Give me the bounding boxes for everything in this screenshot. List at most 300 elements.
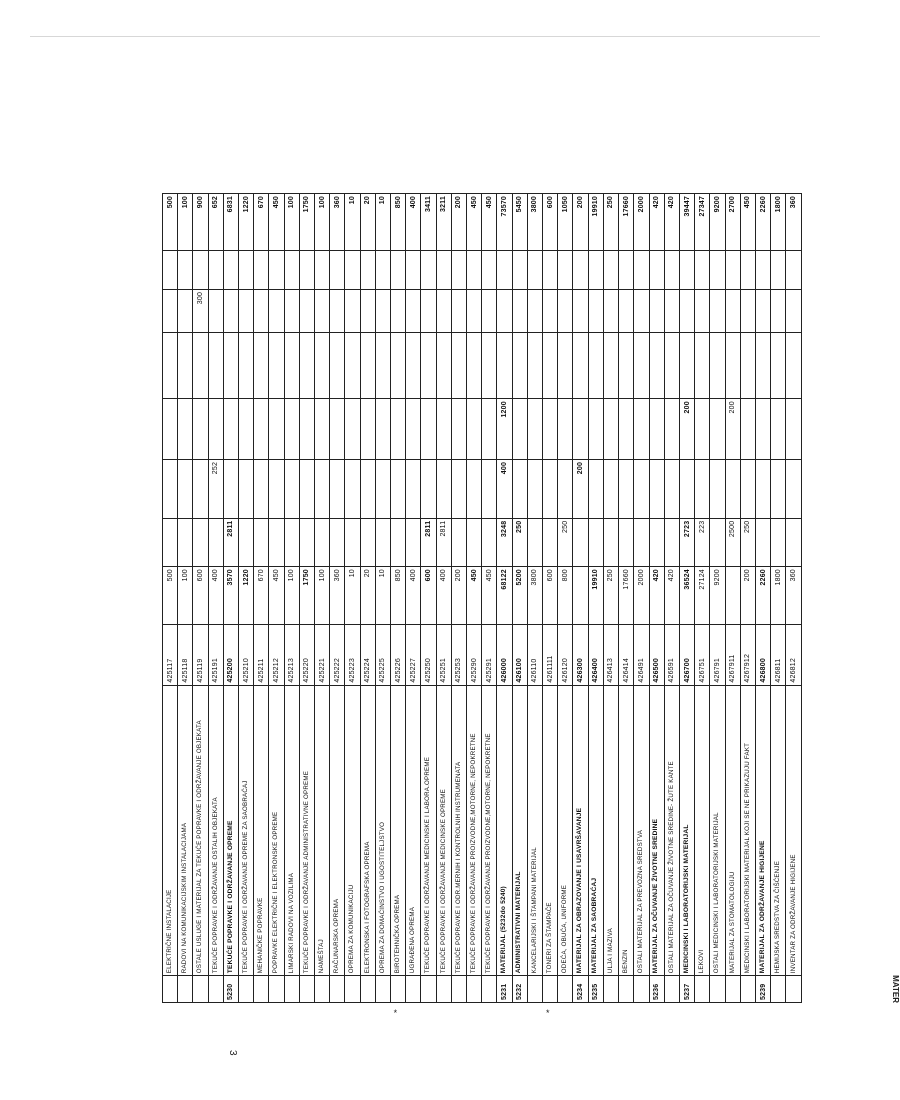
row-description: TEKUĆE POPRAVKE I ODRŽAVANJE OPREME xyxy=(223,685,238,976)
row-value-col6 xyxy=(269,289,284,332)
row-value-col3 xyxy=(603,459,618,518)
row-total: 10 xyxy=(375,194,390,251)
row-value-col1: 500 xyxy=(163,567,178,625)
row-value-col4 xyxy=(406,399,421,460)
row-empty-cell xyxy=(391,250,406,289)
row-empty-cell xyxy=(543,250,558,289)
row-value-col4 xyxy=(299,399,314,460)
row-value-col6 xyxy=(588,289,603,332)
row-value-col1: 360 xyxy=(786,567,802,625)
row-value-col1: 36524 xyxy=(679,567,694,625)
row-code xyxy=(421,976,436,1003)
row-code xyxy=(786,976,802,1003)
row-value-col5 xyxy=(740,333,755,399)
row-description: ULJA I MAZIVA xyxy=(603,685,618,976)
row-value-col6 xyxy=(315,289,330,332)
row-value-col3 xyxy=(436,459,451,518)
row-value-col5 xyxy=(315,333,330,399)
page-number: 3 xyxy=(227,1050,238,1056)
row-value-col4 xyxy=(208,399,223,460)
row-description: OSTALE USLUGE I MATERIJAL ZA TEKUĆE POPRAVKE I ODRŽAVANJE OBJEKATA xyxy=(193,685,208,976)
row-value-col5 xyxy=(588,333,603,399)
table-row xyxy=(649,194,664,1003)
row-value-col4 xyxy=(315,399,330,460)
row-total: 9200 xyxy=(710,194,725,251)
row-description: TEKUĆE POPRAVKE I ODRŽAVANJE PROIZVODNE,MOTORNE, NEPOKRETNE xyxy=(482,685,497,976)
row-total: 10 xyxy=(345,194,360,251)
row-total: 3211 xyxy=(436,194,451,251)
row-konto: 426413 xyxy=(603,624,618,685)
row-value-col1: 9200 xyxy=(710,567,725,625)
row-total: 420 xyxy=(664,194,679,251)
row-value-col3 xyxy=(558,459,573,518)
row-value-col5 xyxy=(284,333,299,399)
row-code xyxy=(543,976,558,1003)
row-code xyxy=(619,976,634,1003)
row-value-col2 xyxy=(330,518,345,566)
row-total: 200 xyxy=(573,194,588,251)
row-value-col3 xyxy=(725,459,740,518)
row-value-col3 xyxy=(482,459,497,518)
table-row xyxy=(786,194,802,1003)
table-row xyxy=(193,194,208,1003)
row-total: 450 xyxy=(482,194,497,251)
row-value-col4 xyxy=(421,399,436,460)
row-value-col3 xyxy=(679,459,694,518)
row-konto: 426120 xyxy=(558,624,573,685)
table-row xyxy=(451,194,466,1003)
row-value-col5 xyxy=(679,333,694,399)
row-code xyxy=(330,976,345,1003)
row-value-col2 xyxy=(208,518,223,566)
row-value-col1: 850 xyxy=(391,567,406,625)
row-value-col2 xyxy=(664,518,679,566)
table-row xyxy=(771,194,786,1003)
row-value-col1: 10 xyxy=(345,567,360,625)
row-value-col4 xyxy=(786,399,802,460)
row-value-col1: 800 xyxy=(558,567,573,625)
row-empty-cell xyxy=(269,250,284,289)
row-value-col4 xyxy=(664,399,679,460)
row-value-col4 xyxy=(558,399,573,460)
row-value-col4 xyxy=(740,399,755,460)
table-row xyxy=(436,194,451,1003)
row-value-col5 xyxy=(786,333,802,399)
row-empty-cell xyxy=(254,250,269,289)
row-value-col1: 600 xyxy=(193,567,208,625)
row-value-col4 xyxy=(375,399,390,460)
row-description: MATERIJAL ZA SAOBRAĆAJ xyxy=(588,685,603,976)
row-value-col3 xyxy=(391,459,406,518)
row-value-col2 xyxy=(269,518,284,566)
row-konto: 426751 xyxy=(695,624,710,685)
row-value-col1: 200 xyxy=(740,567,755,625)
row-value-col4 xyxy=(163,399,178,460)
row-value-col6 xyxy=(497,289,512,332)
row-konto: 425225 xyxy=(375,624,390,685)
row-description: LEKOVI xyxy=(695,685,710,976)
row-empty-cell xyxy=(527,250,542,289)
table-row xyxy=(284,194,299,1003)
row-konto: 426414 xyxy=(619,624,634,685)
table-row xyxy=(315,194,330,1003)
row-value-col1: 450 xyxy=(482,567,497,625)
row-value-col6 xyxy=(543,289,558,332)
row-value-col6 xyxy=(375,289,390,332)
row-description: RADOVI NA KOMUNIKACIJSKIM INSTALACIJAMA xyxy=(178,685,193,976)
row-code: 5234 xyxy=(573,976,588,1003)
table-row xyxy=(755,194,770,1003)
row-value-col5 xyxy=(178,333,193,399)
row-value-col5 xyxy=(391,333,406,399)
row-value-col4 xyxy=(451,399,466,460)
table-row xyxy=(497,194,512,1003)
table-row xyxy=(558,194,573,1003)
row-value-col4 xyxy=(755,399,770,460)
row-description: OPREMA ZA KOMUNIKACIJU xyxy=(345,685,360,976)
row-code xyxy=(482,976,497,1003)
row-value-col4 xyxy=(254,399,269,460)
row-total: 100 xyxy=(178,194,193,251)
row-value-col5 xyxy=(330,333,345,399)
row-value-col3: 400 xyxy=(497,459,512,518)
row-value-col4 xyxy=(588,399,603,460)
row-value-col1: 100 xyxy=(284,567,299,625)
row-value-col5 xyxy=(543,333,558,399)
row-value-col3 xyxy=(543,459,558,518)
row-total: 600 xyxy=(543,194,558,251)
row-value-col6 xyxy=(330,289,345,332)
row-total: 6831 xyxy=(223,194,238,251)
table-row xyxy=(695,194,710,1003)
row-code xyxy=(299,976,314,1003)
row-total: 27347 xyxy=(695,194,710,251)
row-code xyxy=(725,976,740,1003)
row-value-col4 xyxy=(695,399,710,460)
row-description: OPREMA ZA DOMAĆINSTVO I UGOSTITELJSTVO xyxy=(375,685,390,976)
row-code xyxy=(634,976,649,1003)
row-value-col2: 3248 xyxy=(497,518,512,566)
budget-table xyxy=(162,193,802,1003)
row-value-col2 xyxy=(360,518,375,566)
row-empty-cell xyxy=(178,250,193,289)
row-description: OSTALI MATERIJAL ZA PREVOZNA SREDSTVA xyxy=(634,685,649,976)
row-value-col2 xyxy=(451,518,466,566)
table-row xyxy=(634,194,649,1003)
row-konto: 426000 xyxy=(497,624,512,685)
row-value-col6 xyxy=(710,289,725,332)
row-value-col4 xyxy=(360,399,375,460)
row-value-col4 xyxy=(512,399,527,460)
table-row xyxy=(163,194,178,1003)
row-value-col6 xyxy=(345,289,360,332)
row-konto: 426812 xyxy=(786,624,802,685)
row-value-col5 xyxy=(406,333,421,399)
row-value-col3 xyxy=(239,459,254,518)
row-konto: 425211 xyxy=(254,624,269,685)
row-value-col3 xyxy=(223,459,238,518)
row-empty-cell xyxy=(619,250,634,289)
row-value-col2 xyxy=(603,518,618,566)
row-value-col5 xyxy=(239,333,254,399)
row-value-col6 xyxy=(679,289,694,332)
row-value-col4: 200 xyxy=(725,399,740,460)
row-value-col4: 1200 xyxy=(497,399,512,460)
row-empty-cell xyxy=(634,250,649,289)
table-row xyxy=(740,194,755,1003)
row-value-col3 xyxy=(710,459,725,518)
table-row xyxy=(360,194,375,1003)
table-row xyxy=(239,194,254,1003)
row-value-col2 xyxy=(755,518,770,566)
row-value-col6 xyxy=(771,289,786,332)
row-code: 5235 xyxy=(588,976,603,1003)
row-description: ELEKTRIČNE INSTALACIJE xyxy=(163,685,178,976)
row-value-col6 xyxy=(527,289,542,332)
row-description: HEMIJSKA SREDSTVA ZA ČIŠĆENJE xyxy=(771,685,786,976)
row-value-col3 xyxy=(284,459,299,518)
row-empty-cell xyxy=(208,250,223,289)
table-row xyxy=(269,194,284,1003)
row-value-col1: 450 xyxy=(269,567,284,625)
row-value-col5 xyxy=(163,333,178,399)
row-value-col3 xyxy=(467,459,482,518)
row-total: 250 xyxy=(603,194,618,251)
row-konto: 426100 xyxy=(512,624,527,685)
row-konto: 425212 xyxy=(269,624,284,685)
row-value-col6 xyxy=(421,289,436,332)
row-description: TEKUĆE POPRAVKE I ODRŽAVANJE ADMINISTRATIVNE OPREME xyxy=(299,685,314,976)
row-value-col1: 200 xyxy=(451,567,466,625)
row-code xyxy=(391,976,406,1003)
row-value-col3 xyxy=(163,459,178,518)
row-value-col5 xyxy=(223,333,238,399)
row-empty-cell xyxy=(771,250,786,289)
row-value-col1: 68122 xyxy=(497,567,512,625)
row-value-col6 xyxy=(558,289,573,332)
row-value-col6 xyxy=(573,289,588,332)
row-value-col1: 420 xyxy=(649,567,664,625)
row-value-col1: 3570 xyxy=(223,567,238,625)
row-value-col1: 1750 xyxy=(299,567,314,625)
row-value-col6 xyxy=(619,289,634,332)
row-code xyxy=(269,976,284,1003)
row-value-col3 xyxy=(330,459,345,518)
row-code xyxy=(239,976,254,1003)
row-value-col6 xyxy=(451,289,466,332)
row-value-col4 xyxy=(223,399,238,460)
row-value-col2: 250 xyxy=(558,518,573,566)
row-value-col2: 2723 xyxy=(679,518,694,566)
row-value-col1 xyxy=(725,567,740,625)
row-empty-cell xyxy=(193,250,208,289)
row-code xyxy=(193,976,208,1003)
row-empty-cell xyxy=(375,250,390,289)
table-row xyxy=(406,194,421,1003)
row-description: TEKUĆE POPRAVKE I ODRŽAVANJE MEDICINSKE I LABORA.OPREME xyxy=(421,685,436,976)
row-empty-cell xyxy=(664,250,679,289)
row-value-col4 xyxy=(467,399,482,460)
row-konto: 425222 xyxy=(330,624,345,685)
row-empty-cell xyxy=(588,250,603,289)
row-konto: 425200 xyxy=(223,624,238,685)
row-description: NAMEŠTAJ xyxy=(315,685,330,976)
table-row xyxy=(619,194,634,1003)
row-value-col4 xyxy=(603,399,618,460)
row-value-col1: 400 xyxy=(208,567,223,625)
row-value-col5 xyxy=(649,333,664,399)
row-code: 5231 xyxy=(497,976,512,1003)
row-value-col2: 250 xyxy=(740,518,755,566)
row-value-col3 xyxy=(695,459,710,518)
row-value-col5 xyxy=(527,333,542,399)
row-value-col1: 2000 xyxy=(634,567,649,625)
table-row xyxy=(725,194,740,1003)
row-empty-cell xyxy=(497,250,512,289)
row-total: 1220 xyxy=(239,194,254,251)
row-value-col6 xyxy=(391,289,406,332)
row-value-col4 xyxy=(330,399,345,460)
row-konto: 426110 xyxy=(527,624,542,685)
row-total: 3800 xyxy=(527,194,542,251)
rotated-budget-table xyxy=(162,193,802,1003)
row-konto: 426811 xyxy=(771,624,786,685)
row-code xyxy=(740,976,755,1003)
row-value-col2: 250 xyxy=(512,518,527,566)
row-value-col6 xyxy=(163,289,178,332)
row-code: 5232 xyxy=(512,976,527,1003)
row-total: 2700 xyxy=(725,194,740,251)
table-row xyxy=(679,194,694,1003)
row-total: 400 xyxy=(406,194,421,251)
row-value-col2 xyxy=(299,518,314,566)
row-code xyxy=(375,976,390,1003)
row-empty-cell xyxy=(284,250,299,289)
row-value-col6 xyxy=(603,289,618,332)
row-empty-cell xyxy=(330,250,345,289)
row-value-col1: 450 xyxy=(467,567,482,625)
row-total: 1800 xyxy=(771,194,786,251)
row-value-col1: 1800 xyxy=(771,567,786,625)
row-value-col6 xyxy=(695,289,710,332)
row-description: MATERIJAL ZA OČUVANJE ŽIVOTNE SREDINE xyxy=(649,685,664,976)
row-value-col1: 400 xyxy=(406,567,421,625)
row-value-col5 xyxy=(451,333,466,399)
row-code: 5239 xyxy=(755,976,770,1003)
row-total: 2000 xyxy=(634,194,649,251)
row-value-col5 xyxy=(360,333,375,399)
row-value-col2 xyxy=(284,518,299,566)
row-description: LIMARSKI RADOVI NA VOZILIMA xyxy=(284,685,299,976)
row-empty-cell xyxy=(315,250,330,289)
row-code xyxy=(208,976,223,1003)
row-value-col1: 420 xyxy=(664,567,679,625)
row-code xyxy=(360,976,375,1003)
row-code xyxy=(558,976,573,1003)
row-value-col1: 250 xyxy=(603,567,618,625)
row-total: 39447 xyxy=(679,194,694,251)
row-empty-cell xyxy=(239,250,254,289)
row-value-col5 xyxy=(619,333,634,399)
row-value-col3 xyxy=(755,459,770,518)
row-value-col5 xyxy=(710,333,725,399)
row-value-col2 xyxy=(786,518,802,566)
row-value-col6 xyxy=(467,289,482,332)
row-value-col5 xyxy=(193,333,208,399)
row-code xyxy=(254,976,269,1003)
row-value-col4 xyxy=(482,399,497,460)
row-konto: 425226 xyxy=(391,624,406,685)
row-value-col3 xyxy=(193,459,208,518)
row-description: ADMINISTRATIVNI MATERIJAL xyxy=(512,685,527,976)
table-row xyxy=(527,194,542,1003)
row-konto: 425253 xyxy=(451,624,466,685)
row-description: OSTALI MATERIJAL ZA OČUVANJE ŽIVOTNE SREDINE- ŽUTE KANTE xyxy=(664,685,679,976)
row-total: 360 xyxy=(786,194,802,251)
row-description: MEHANIČKE POPRAVKE xyxy=(254,685,269,976)
table-row xyxy=(543,194,558,1003)
row-description: BENZIN xyxy=(619,685,634,976)
row-konto: 426700 xyxy=(679,624,694,685)
row-konto: 426800 xyxy=(755,624,770,685)
row-value-col1: 360 xyxy=(330,567,345,625)
row-value-col4 xyxy=(345,399,360,460)
row-value-col1: 27124 xyxy=(695,567,710,625)
row-total: 1750 xyxy=(299,194,314,251)
row-total: 652 xyxy=(208,194,223,251)
row-value-col4 xyxy=(543,399,558,460)
row-value-col3 xyxy=(588,459,603,518)
row-konto: 425117 xyxy=(163,624,178,685)
row-description: TEKUĆE POPRAVKE I ODRŽAVANJE PROIZVODNE,MOTORNE, NEPOKRETNE xyxy=(467,685,482,976)
row-konto: 426500 xyxy=(649,624,664,685)
row-value-col1: 3800 xyxy=(527,567,542,625)
row-value-col2 xyxy=(163,518,178,566)
row-empty-cell xyxy=(360,250,375,289)
row-value-col6: 300 xyxy=(193,289,208,332)
row-value-col4 xyxy=(269,399,284,460)
row-value-col2: 223 xyxy=(695,518,710,566)
row-empty-cell xyxy=(740,250,755,289)
row-empty-cell xyxy=(603,250,618,289)
row-value-col3 xyxy=(178,459,193,518)
row-empty-cell xyxy=(710,250,725,289)
row-description: BIROTEHNIČKA OPREMA xyxy=(391,685,406,976)
table-row xyxy=(603,194,618,1003)
row-value-col5 xyxy=(375,333,390,399)
row-value-col2 xyxy=(771,518,786,566)
row-konto: 4267911 xyxy=(725,624,740,685)
row-konto: 426791 xyxy=(710,624,725,685)
row-value-col4 xyxy=(710,399,725,460)
row-description: TEKUĆE POPRAVKE I ODR.MERNIH I KONTROLNIH INSTRUMENATA xyxy=(451,685,466,976)
row-asterisk-mark: * xyxy=(546,1008,550,1018)
row-value-col2: 2811 xyxy=(223,518,238,566)
side-label: MATER xyxy=(891,975,900,1003)
row-value-col5 xyxy=(467,333,482,399)
row-description: MEDICINSKI I LABORATORIJSKI MATERIJAL xyxy=(679,685,694,976)
table-row xyxy=(512,194,527,1003)
row-value-col2 xyxy=(649,518,664,566)
row-value-col3 xyxy=(406,459,421,518)
row-value-col5 xyxy=(558,333,573,399)
row-value-col3 xyxy=(771,459,786,518)
row-value-col5 xyxy=(254,333,269,399)
row-value-col5 xyxy=(436,333,451,399)
row-value-col6 xyxy=(740,289,755,332)
row-value-col6 xyxy=(725,289,740,332)
table-row xyxy=(421,194,436,1003)
